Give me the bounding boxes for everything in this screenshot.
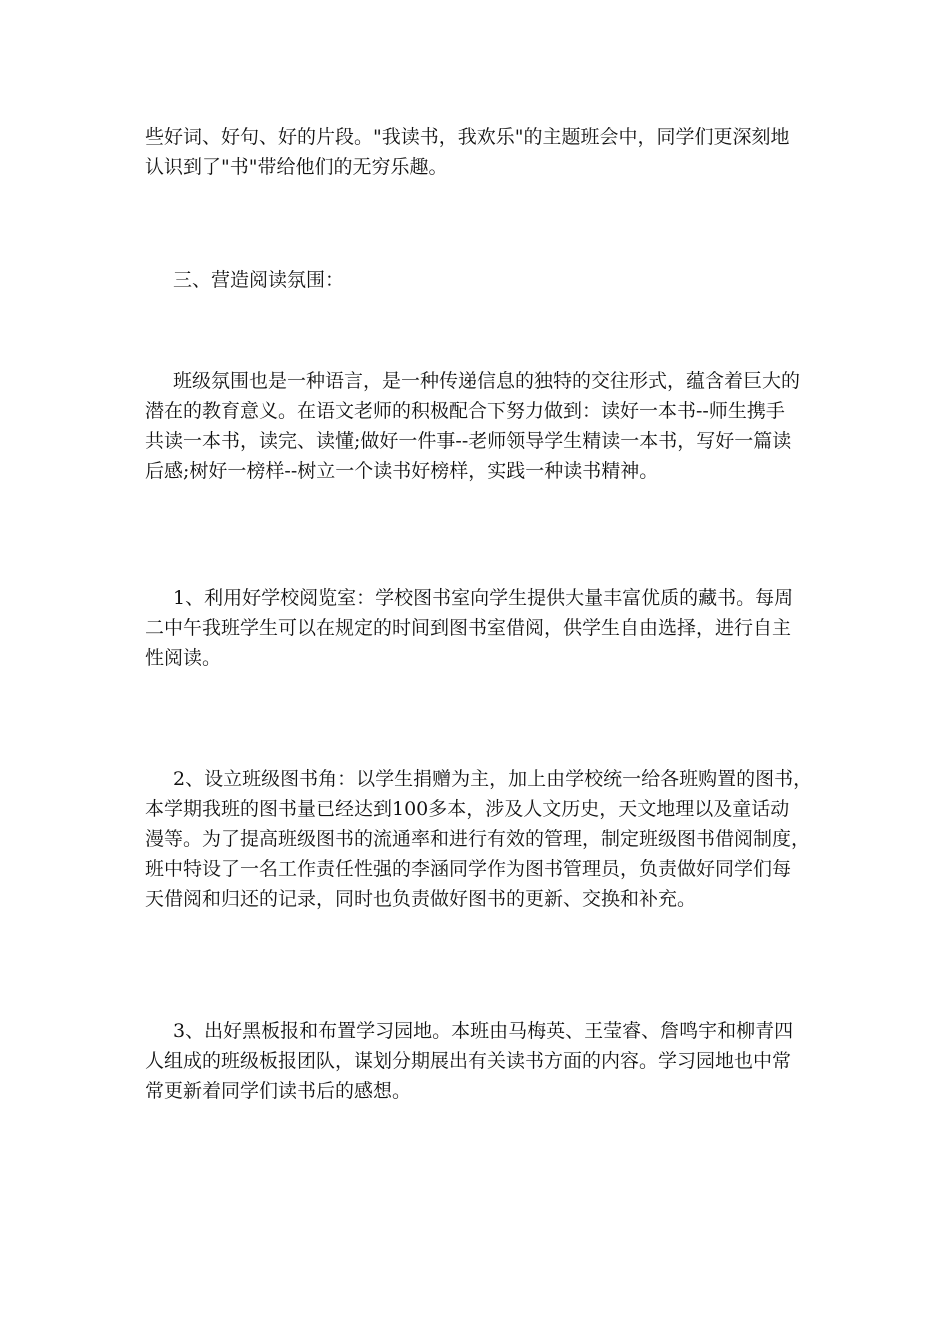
- text-line: 认识到了"书"带给他们的无穷乐趣。: [145, 156, 448, 178]
- paragraph-item-2-book-corner: [145, 764, 813, 914]
- text-line: 本学期我班的图书量已经达到100多本，涉及人文历史，天文地理以及童话动: [145, 798, 790, 820]
- text-line: 人组成的班级板报团队，谋划分期展出有关读书方面的内容。学习园地也中常: [145, 1050, 792, 1072]
- text-line: 2、设立班级图书角：以学生捐赠为主，加上由学校统一给各班购置的图书，: [173, 768, 813, 790]
- text-line: 二中午我班学生可以在规定的时间到图书室借阅，供学生自由选择，进行自主: [145, 617, 792, 639]
- paragraph-item-3-blackboard: [145, 1016, 807, 1106]
- section-heading-reading-atmosphere: [145, 265, 807, 295]
- paragraph-item-1-reading-room: [145, 583, 807, 673]
- text-line: 性阅读。: [145, 647, 222, 669]
- text-line: 漫等。为了提高班级图书的流通率和进行有效的管理，制定班级图书借阅制度，: [145, 828, 811, 850]
- text-line: 常更新着同学们读书后的感想。: [145, 1080, 412, 1102]
- text-line: 后感;树好一榜样--树立一个读书好榜样，实践一种读书精神。: [145, 460, 659, 482]
- text-line: 1、利用好学校阅览室：学校图书室向学生提供大量丰富优质的藏书。每周: [173, 587, 794, 609]
- text-line: 潜在的教育意义。在语文老师的积极配合下努力做到：读好一本书--师生携手: [145, 400, 785, 422]
- text-line: 班中特设了一名工作责任性强的李涵同学作为图书管理员，负责做好同学们每: [145, 858, 792, 880]
- text-line: 3、出好黑板报和布置学习园地。本班由马梅英、王莹睿、詹鸣宇和柳青四: [173, 1020, 794, 1042]
- text-line: 共读一本书，读完、读懂;做好一件事--老师领导学生精读一本书，写好一篇读: [145, 430, 792, 452]
- paragraph-class-atmosphere: [145, 366, 807, 486]
- text-line: 班级氛围也是一种语言，是一种传递信息的独特的交往形式，蕴含着巨大的: [173, 370, 801, 392]
- paragraph-reading-activities-end: [145, 122, 807, 182]
- section-heading: 三、营造阅读氛围：: [173, 269, 345, 291]
- text-line: 些好词、好句、好的片段。"我读书，我欢乐"的主题班会中，同学们更深刻地: [145, 126, 790, 148]
- text-line: 天借阅和归还的记录，同时也负责做好图书的更新、交换和补充。: [145, 888, 697, 910]
